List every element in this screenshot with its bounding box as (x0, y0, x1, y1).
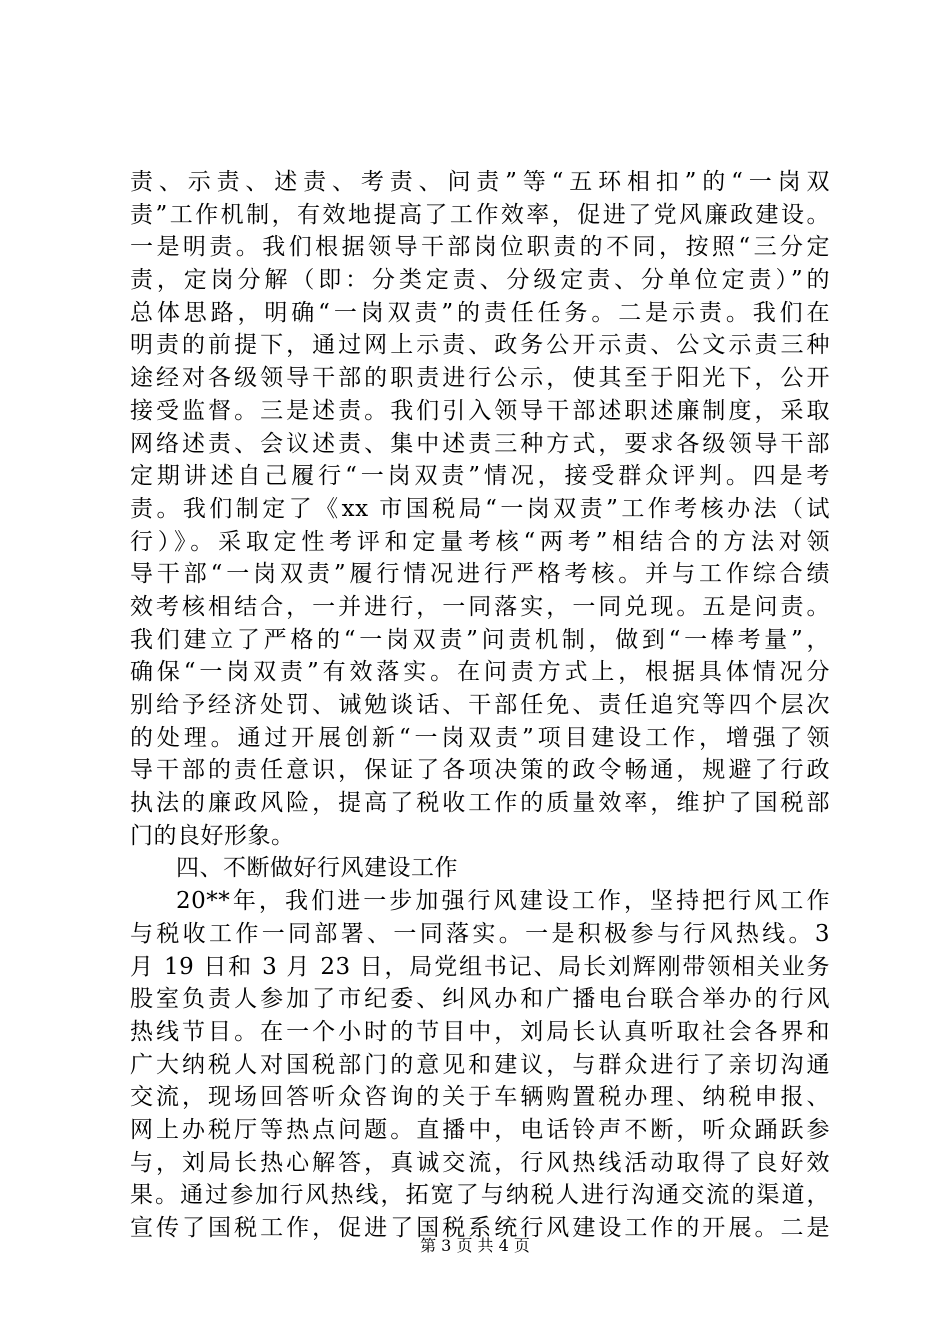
text-line-28: 广大纳税人对国税部门的意见和建议，与群众进行了亲切沟通 (130, 1051, 830, 1078)
text-line-19: 导干部的责任意识，保证了各项决策的政令畅通，规避了行政 (130, 757, 830, 784)
text-line-17: 别给予经济处罚、诫勉谈话、干部任免、责任追究等四个层次 (130, 692, 830, 718)
text-line-29: 交流，现场回答听众咨询的关于车辆购置税办理、纳税申报、 (130, 1084, 830, 1111)
text-line-7: 途经对各级领导干部的职责进行公示，使其至于阳光下，公开 (130, 365, 830, 392)
text-line-26: 股室负责人参加了市纪委、纠风办和广播电台联合举办的行风 (130, 986, 830, 1013)
text-line-8: 接受监督。三是述责。我们引入领导干部述职述廉制度，采取 (130, 397, 830, 424)
text-line-15: 我们建立了严格的“一岗双责”问责机制，做到“一棒考量”， (130, 626, 830, 653)
text-line-2: 责”工作机制，有效地提高了工作效率，促进了党风廉政建设。 (130, 201, 830, 228)
text-line-33: 宣传了国税工作，促进了国税系统行风建设工作的开展。二是 (130, 1215, 830, 1241)
text-line-30: 网上办税厅等热点问题。直播中，电话铃声不断，听众踊跃参 (130, 1116, 830, 1143)
text-line-11: 责。我们制定了《xx 市国税局“一岗双责”工作考核办法（试 (130, 495, 830, 522)
text-line-14: 效考核相结合，一并进行，一同落实，一同兑现。五是问责。 (130, 593, 830, 620)
text-line-4: 责，定岗分解（即：分类定责、分级定责、分单位定责）”的 (130, 267, 830, 294)
text-line-31: 与，刘局长热心解答，真诚交流，行风热线活动取得了良好效 (130, 1149, 830, 1176)
text-line-18: 的处理。通过开展创新“一岗双责”项目建设工作，增强了领 (130, 724, 830, 751)
page-number-label: 第 3 页 共 4 页 (420, 1236, 530, 1255)
section-heading: 四、不断做好行风建设工作 (176, 855, 458, 882)
text-line-5: 总体思路，明确“一岗双责”的责任任务。二是示责。我们在 (130, 299, 830, 326)
text-line-25: 月 19 日和 3 月 23 日，局党组书记、局长刘辉刚带领相关业务 (130, 953, 830, 980)
text-line-13: 导干部“一岗双责”履行情况进行严格考核。并与工作综合绩 (130, 561, 830, 588)
text-line-16: 确保“一岗双责”有效落实。在问责方式上，根据具体情况分 (130, 659, 830, 686)
document-body (130, 166, 830, 1245)
text-line-24: 与税收工作一同部署、一同落实。一是积极参与行风热线。3 (130, 920, 830, 947)
text-line-27: 热线节目。在一个小时的节目中，刘局长认真听取社会各界和 (130, 1018, 830, 1045)
text-line-20: 执法的廉政风险，提高了税收工作的质量效率，维护了国税部 (130, 790, 830, 817)
text-line-21: 门的良好形象。 (130, 822, 295, 849)
page-footer (0, 1236, 950, 1256)
text-line-3: 一是明责。我们根据领导干部岗位职责的不同，按照“三分定 (130, 234, 830, 261)
text-line-12: 行）》。采取定性考评和定量考核“两考”相结合的方法对领 (130, 528, 830, 555)
text-line-10: 定期讲述自己履行“一岗双责”情况，接受群众评判。四是考 (130, 463, 830, 490)
text-line-23: 20**年，我们进一步加强行风建设工作，坚持把行风工作 (176, 888, 830, 915)
text-line-6: 明责的前提下，通过网上示责、政务公开示责、公文示责三种 (130, 332, 830, 359)
text-line-32: 果。通过参加行风热线，拓宽了与纳税人进行沟通交流的渠道， (130, 1182, 830, 1209)
text-line-1: 责、示责、述责、考责、问责”等“五环相扣”的“一岗双 (130, 169, 830, 195)
text-line-9: 网络述责、会议述责、集中述责三种方式，要求各级领导干部 (130, 430, 830, 457)
